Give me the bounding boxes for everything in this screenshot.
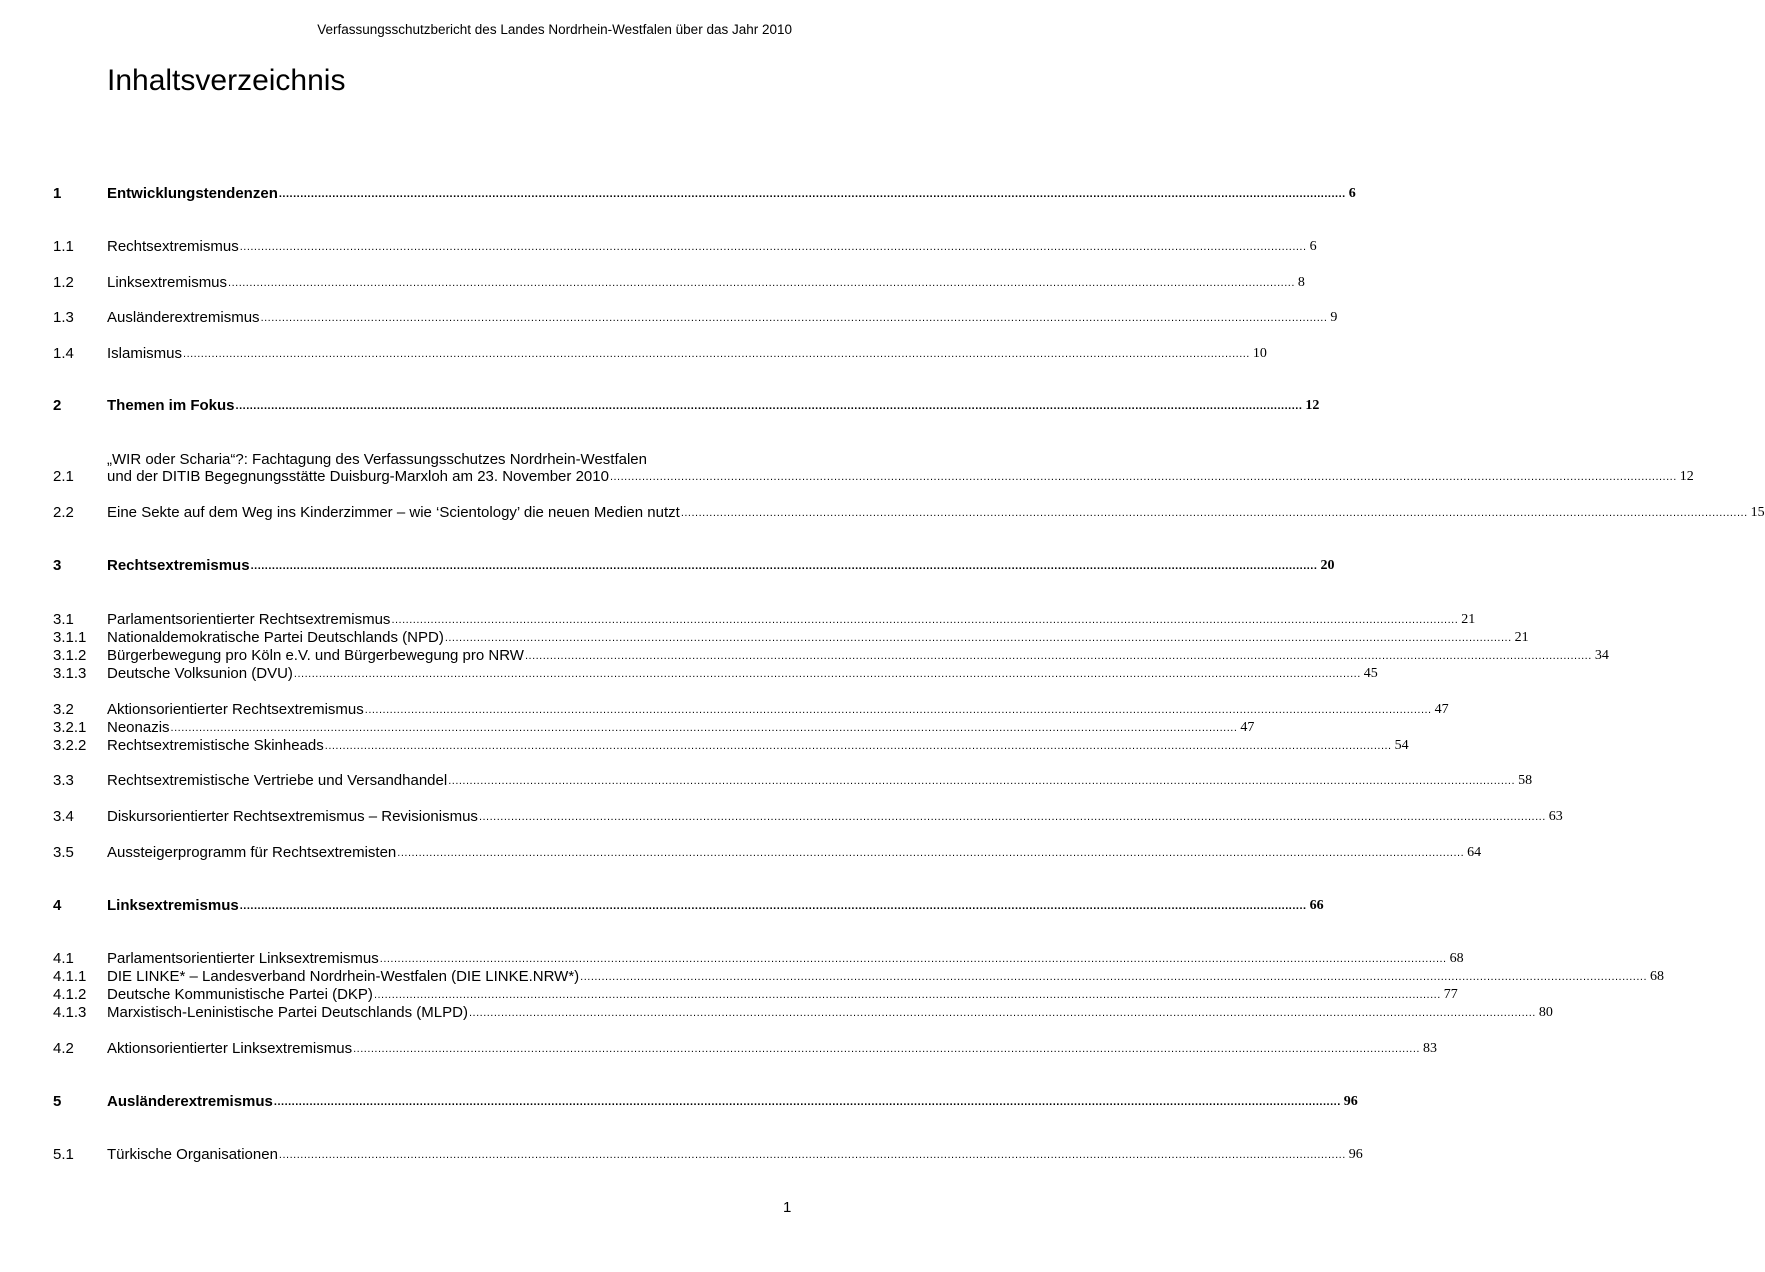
toc-entry-number: 3.5 xyxy=(53,844,74,861)
toc-entry[interactable] xyxy=(53,897,1324,915)
dot-leader: ............................................................................................................................................................................................................................................................................................................ xyxy=(468,1007,1536,1019)
toc-entry-page: 58 xyxy=(1518,773,1533,788)
dot-leader: ............................................................................................................................................................................................................................................................................................................ xyxy=(228,277,1295,289)
toc-entry-number: 1.2 xyxy=(53,274,74,291)
toc-entry-number: 3.4 xyxy=(53,808,74,825)
toc-entry-title: Nationaldemokratische Partei Deutschlands (NPD) xyxy=(107,629,444,646)
toc-entry[interactable] xyxy=(53,274,1305,292)
toc-entry[interactable] xyxy=(53,238,1317,256)
dot-leader: ............................................................................................................................................................................................................................................................................................................ xyxy=(278,188,1346,200)
toc-entry-number: 5 xyxy=(53,1093,62,1110)
toc-entry-title: Neonazis xyxy=(107,719,170,736)
toc-entry-number: 3 xyxy=(53,557,62,574)
toc-entry-title: Marxistisch-Leninistische Partei Deutschlands (MLPD) xyxy=(107,1004,468,1021)
toc-entry-number: 3.1.2 xyxy=(53,647,87,664)
toc-entry-page: 34 xyxy=(1594,648,1609,663)
toc-entry-title: Rechtsextremistische Skinheads xyxy=(107,737,324,754)
toc-entry-number: 3.3 xyxy=(53,772,74,789)
toc-entry[interactable] xyxy=(53,397,1320,415)
dot-leader: ............................................................................................................................................................................................................................................................................................................ xyxy=(448,775,1516,787)
dot-leader: ............................................................................................................................................................................................................................................................................................................ xyxy=(391,614,1459,626)
toc-entry-number: 3.1 xyxy=(53,611,74,628)
toc-entry[interactable] xyxy=(53,701,1449,719)
toc-entry-page: 21 xyxy=(1514,630,1529,645)
toc-entry-number: 3.1.1 xyxy=(53,629,87,646)
toc-entry-page: 8 xyxy=(1297,275,1305,290)
dot-leader: ............................................................................................................................................................................................................................................................................................................ xyxy=(239,241,1307,253)
toc-entry-page: 47 xyxy=(1434,702,1449,717)
toc-entry[interactable] xyxy=(53,647,1609,665)
toc-entry-page: 6 xyxy=(1348,186,1356,201)
dot-leader: ............................................................................................................................................................................................................................................................................................................ xyxy=(278,1149,1346,1161)
toc-entry-number: 4.1.2 xyxy=(53,986,87,1003)
toc-entry-title: Rechtsextremistische Vertriebe und Versandhandel xyxy=(107,772,448,789)
toc-entry[interactable] xyxy=(53,1093,1358,1111)
running-header: Verfassungsschutzbericht des Landes Nordrhein-Westfalen über das Jahr 2010 xyxy=(317,22,792,37)
toc-entry-page: 6 xyxy=(1309,239,1317,254)
toc-entry-title: Linksextremismus xyxy=(107,274,228,291)
toc-entry-title: Aussteigerprogramm für Rechtsextremisten xyxy=(107,844,397,861)
toc-entry[interactable] xyxy=(53,665,1378,683)
dot-leader: ............................................................................................................................................................................................................................................................................................................ xyxy=(609,471,1677,483)
dot-leader: ............................................................................................................................................................................................................................................................................................................ xyxy=(260,312,1328,324)
toc-entry-title: Islamismus xyxy=(107,345,183,362)
toc-entry-title: Deutsche Volksunion (DVU) xyxy=(107,665,293,682)
toc-entry[interactable] xyxy=(53,504,1765,522)
toc-entry[interactable] xyxy=(53,1040,1437,1058)
toc-entry[interactable] xyxy=(53,629,1529,647)
toc-entry-number: 4.1.3 xyxy=(53,1004,87,1021)
toc-entry-title: Ausländerextremismus xyxy=(107,1093,273,1110)
dot-leader: ............................................................................................................................................................................................................................................................................................................ xyxy=(183,348,1250,360)
toc-entry-title: Aktionsorientierter Linksextremismus xyxy=(107,1040,353,1057)
toc-entry-title: Aktionsorientierter Rechtsextremismus xyxy=(107,701,364,718)
toc-entry-page: 47 xyxy=(1240,720,1255,735)
dot-leader: ............................................................................................................................................................................................................................................................................................................ xyxy=(373,989,1441,1001)
toc-entry-number: 5.1 xyxy=(53,1146,74,1163)
toc-entry-page: 96 xyxy=(1348,1147,1363,1162)
dot-leader: ............................................................................................................................................................................................................................................................................................................ xyxy=(250,560,1318,572)
dot-leader: ............................................................................................................................................................................................................................................................................................................ xyxy=(239,900,1307,912)
toc-entry-title: Diskursorientierter Rechtsextremismus – Revisionismus xyxy=(107,808,478,825)
toc-entry[interactable] xyxy=(53,1146,1363,1164)
toc-entry-title-line1: „WIR oder Scharia“?: Fachtagung des Verfassungsschutzes Nordrhein-Westfalen xyxy=(107,451,647,468)
toc-entry-number: 1 xyxy=(53,185,62,202)
toc-entry-title: Eine Sekte auf dem Weg ins Kinderzimmer – wie ‘Scientology’ die neuen Medien nutzt xyxy=(107,504,680,521)
toc-entry-title: Parlamentsorientierter Rechtsextremismus xyxy=(107,611,391,628)
page-title: Inhaltsverzeichnis xyxy=(107,64,346,97)
toc-entry[interactable] xyxy=(53,719,1255,737)
toc-entry-page: 66 xyxy=(1309,898,1324,913)
toc-entry-page: 12 xyxy=(1679,469,1694,484)
toc-entry[interactable] xyxy=(53,1004,1553,1022)
toc-entry[interactable] xyxy=(53,557,1335,575)
toc-entry-page: 15 xyxy=(1750,505,1765,520)
toc-entry-title: Linksextremismus xyxy=(107,897,239,914)
dot-leader: ............................................................................................................................................................................................................................................................................................................ xyxy=(680,507,1748,519)
toc-entry-number: 4.1 xyxy=(53,950,74,967)
toc-entry-page: 45 xyxy=(1363,666,1378,681)
toc-entry-title: Türkische Organisationen xyxy=(107,1146,278,1163)
dot-leader: ............................................................................................................................................................................................................................................................................................................ xyxy=(580,971,1648,983)
dot-leader: ............................................................................................................................................................................................................................................................................................................ xyxy=(379,953,1447,965)
toc-entry[interactable] xyxy=(53,611,1476,629)
toc-entry-title: Ausländerextremismus xyxy=(107,309,260,326)
dot-leader: ............................................................................................................................................................................................................................................................................................................ xyxy=(397,847,1465,859)
page-number: 1 xyxy=(783,1199,792,1216)
toc-entry[interactable] xyxy=(53,345,1267,363)
toc-entry-title: Themen im Fokus xyxy=(107,397,235,414)
toc-entry-title: DIE LINKE* – Landesverband Nordrhein-Westfalen (DIE LINKE.NRW*) xyxy=(107,968,580,985)
toc-entry[interactable] xyxy=(53,808,1563,826)
toc-entry-page: 80 xyxy=(1538,1005,1553,1020)
toc-entry[interactable] xyxy=(53,844,1482,862)
toc-entry-page: 68 xyxy=(1650,969,1665,984)
toc-entry[interactable] xyxy=(53,950,1464,968)
dot-leader: ............................................................................................................................................................................................................................................................................................................ xyxy=(235,400,1303,412)
toc-entry[interactable] xyxy=(53,772,1533,790)
toc-entry[interactable] xyxy=(53,986,1458,1004)
dot-leader: ............................................................................................................................................................................................................................................................................................................ xyxy=(444,632,1512,644)
dot-leader: ............................................................................................................................................................................................................................................................................................................ xyxy=(364,704,1432,716)
toc-entry-page: 64 xyxy=(1467,845,1482,860)
dot-leader: ............................................................................................................................................................................................................................................................................................................ xyxy=(524,650,1592,662)
toc-entry-number: 3.2.2 xyxy=(53,737,87,754)
toc-entry-title: Deutsche Kommunistische Partei (DKP) xyxy=(107,986,373,1003)
toc-entry-page: 54 xyxy=(1394,738,1409,753)
toc-entry-page: 68 xyxy=(1449,951,1464,966)
dot-leader: ............................................................................................................................................................................................................................................................................................................ xyxy=(170,722,1238,734)
toc-entry-number: 4.1.1 xyxy=(53,968,87,985)
toc-entry-page: 21 xyxy=(1461,612,1476,627)
toc-entry-page: 12 xyxy=(1305,398,1320,413)
dot-leader: ............................................................................................................................................................................................................................................................................................................ xyxy=(353,1043,1420,1055)
toc-entry[interactable] xyxy=(53,309,1338,327)
toc-entry-number: 4.2 xyxy=(53,1040,74,1057)
toc-entry-number: 2.2 xyxy=(53,504,74,521)
toc-entry-title: Bürgerbewegung pro Köln e.V. und Bürgerbewegung pro NRW xyxy=(107,647,524,664)
toc-entry-number: 2.1 xyxy=(53,468,74,485)
toc-entry-page: 20 xyxy=(1320,558,1335,573)
toc-entry-page: 10 xyxy=(1252,346,1267,361)
toc-entry-title: Parlamentsorientierter Linksextremismus xyxy=(107,950,379,967)
toc-entry-number: 3.2.1 xyxy=(53,719,87,736)
toc-entry-page: 9 xyxy=(1330,310,1338,325)
toc-entry-title: Rechtsextremismus xyxy=(107,557,250,574)
toc-entry[interactable] xyxy=(53,185,1356,203)
toc-entry-page: 96 xyxy=(1343,1094,1358,1109)
dot-leader: ............................................................................................................................................................................................................................................................................................................ xyxy=(478,811,1546,823)
dot-leader: ............................................................................................................................................................................................................................................................................................................ xyxy=(324,740,1392,752)
toc-entry-page: 63 xyxy=(1548,809,1563,824)
toc-entry-title: Rechtsextremismus xyxy=(107,238,239,255)
toc-entry[interactable] xyxy=(53,451,1694,486)
toc-entry-number: 3.1.3 xyxy=(53,665,87,682)
toc-entry-title: Entwicklungstendenzen xyxy=(107,185,278,202)
toc-entry-page: 83 xyxy=(1422,1041,1437,1056)
toc-entry-number: 2 xyxy=(53,397,62,414)
dot-leader: ............................................................................................................................................................................................................................................................................................................ xyxy=(273,1096,1341,1108)
toc-entry-number: 1.1 xyxy=(53,238,74,255)
toc-entry-number: 1.4 xyxy=(53,345,74,362)
toc-entry-number: 4 xyxy=(53,897,62,914)
dot-leader: ............................................................................................................................................................................................................................................................................................................ xyxy=(293,668,1361,680)
toc-entry[interactable] xyxy=(53,737,1409,755)
toc-entry-number: 3.2 xyxy=(53,701,74,718)
toc-entry-page: 77 xyxy=(1443,987,1458,1002)
toc-entry-number: 1.3 xyxy=(53,309,74,326)
toc-entry[interactable] xyxy=(53,968,1665,986)
toc-entry-title: und der DITIB Begegnungsstätte Duisburg-Marxloh am 23. November 2010 xyxy=(107,468,609,485)
